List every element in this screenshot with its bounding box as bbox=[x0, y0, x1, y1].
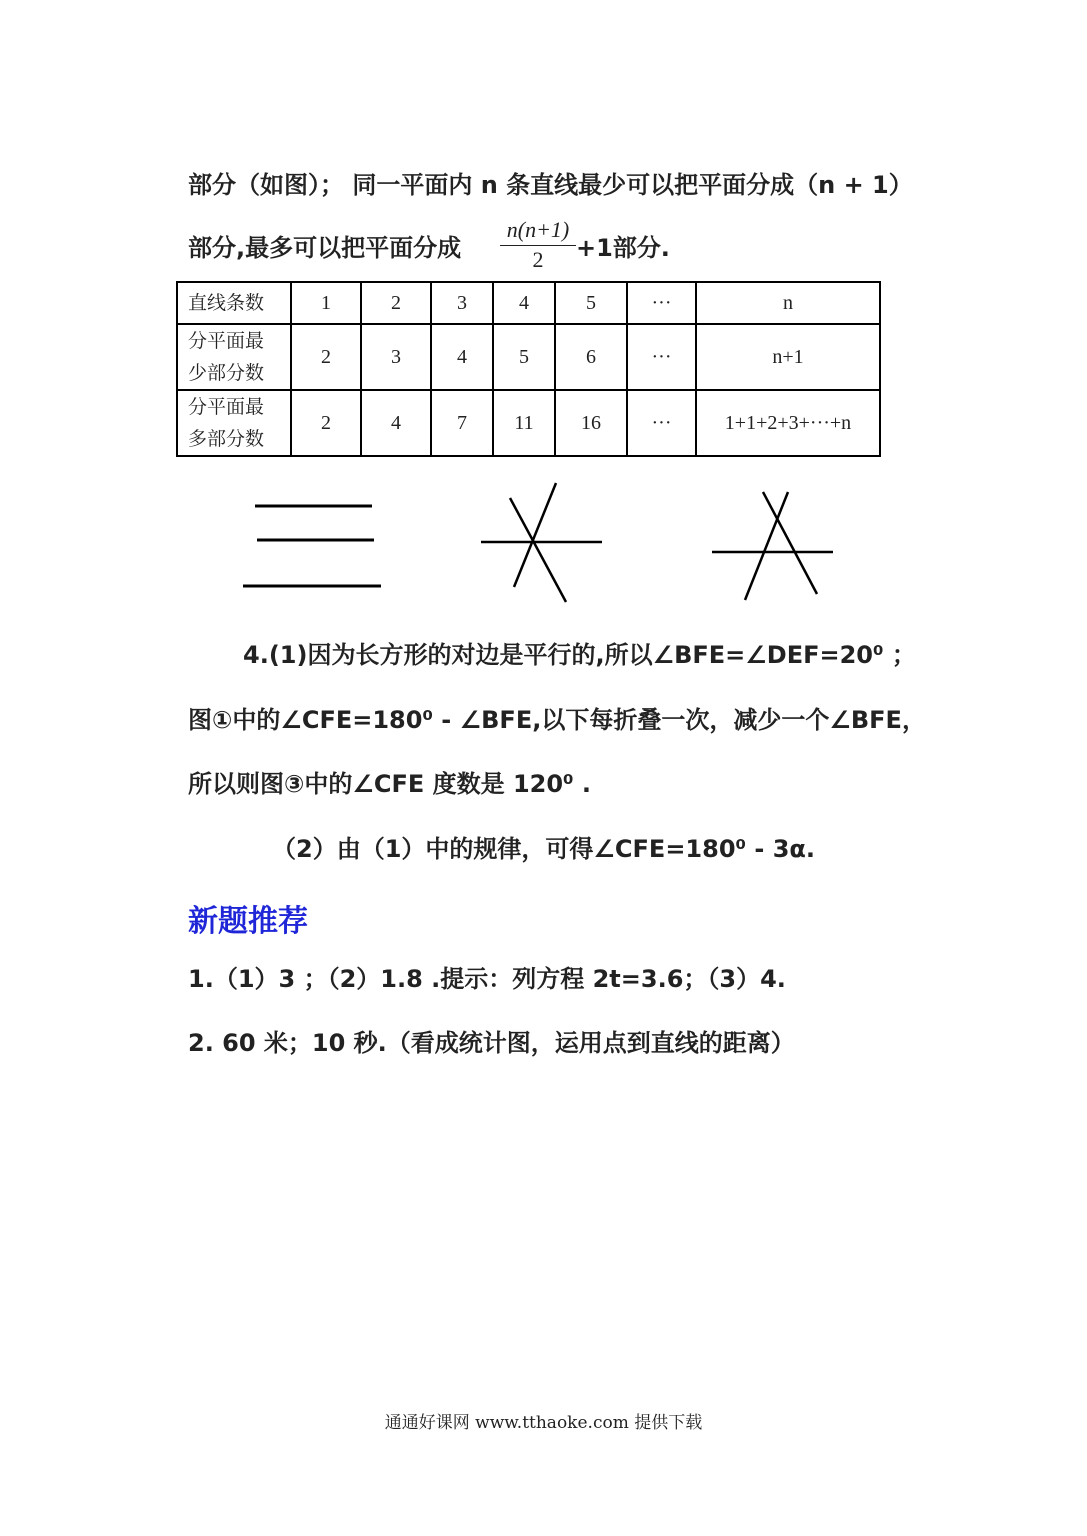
parallel-lines-figure bbox=[243, 506, 381, 586]
concurrent-lines-figure bbox=[481, 483, 602, 602]
q4-line-4: （2）由（1）中的规律，可得∠CFE=180⁰ - 3α. bbox=[272, 835, 816, 863]
new-item-1: 1.（1）3 ；（2）1.8 .提示：列方程 2t=3.6；（3）4. bbox=[188, 965, 786, 993]
table-header-label: 直线条数 bbox=[177, 282, 291, 324]
triangle-lines-figure bbox=[712, 492, 833, 600]
table-cell: 4 bbox=[431, 324, 493, 390]
table-cell: 2 bbox=[291, 390, 361, 456]
table-cell: n+1 bbox=[696, 324, 880, 390]
table-cell: 11 bbox=[493, 390, 555, 456]
table-cell: ··· bbox=[627, 324, 696, 390]
paragraph-line-1: 部分（如图）； 同一平面内 n 条直线最少可以把平面分成（n + 1） bbox=[188, 171, 913, 199]
table-cell: 5 bbox=[493, 324, 555, 390]
table-cell: 1+1+2+3+···+n bbox=[696, 390, 880, 456]
new-item-2: 2. 60 米；10 秒.（看成统计图，运用点到直线的距离） bbox=[188, 1029, 795, 1057]
row-label-line: 多部分数 bbox=[188, 428, 265, 450]
formula-suffix: +1部分. bbox=[576, 234, 670, 262]
line-figures bbox=[0, 0, 1087, 620]
table-cell: 16 bbox=[555, 390, 627, 456]
row-label-line: 分平面最 bbox=[188, 396, 265, 418]
table-cell: 2 bbox=[361, 282, 431, 324]
row-label-line: 少部分数 bbox=[188, 362, 265, 384]
row-label-line: 分平面最 bbox=[188, 330, 265, 352]
table-cell: ··· bbox=[627, 390, 696, 456]
table-cell: 4 bbox=[361, 390, 431, 456]
table-cell: 6 bbox=[555, 324, 627, 390]
table-cell: 5 bbox=[555, 282, 627, 324]
table-cell: n bbox=[696, 282, 880, 324]
table-cell: ··· bbox=[627, 282, 696, 324]
table-cell: 3 bbox=[361, 324, 431, 390]
page-footer: 通通好课网 www.tthaoke.com 提供下载 bbox=[384, 1413, 703, 1433]
table-cell: 7 bbox=[431, 390, 493, 456]
q4-line-1: 4.(1)因为长方形的对边是平行的,所以∠BFE=∠DEF=20⁰ ； bbox=[243, 641, 916, 669]
q4-line-3: 所以则图③中的∠CFE 度数是 120⁰ . bbox=[188, 770, 592, 798]
q4-line-2: 图①中的∠CFE=180⁰ - ∠BFE,以下每折叠一次，减少一个∠BFE， bbox=[188, 706, 926, 734]
table-cell: 4 bbox=[493, 282, 555, 324]
section-title: 新题推荐 bbox=[188, 904, 308, 939]
table-cell: 2 bbox=[291, 324, 361, 390]
formula-denominator: 2 bbox=[532, 247, 544, 272]
table-cell: 3 bbox=[431, 282, 493, 324]
formula-numerator: n(n+1) bbox=[506, 217, 570, 242]
table-cell: 1 bbox=[291, 282, 361, 324]
paragraph-line-2-text: 部分,最多可以把平面分成 bbox=[188, 234, 462, 262]
